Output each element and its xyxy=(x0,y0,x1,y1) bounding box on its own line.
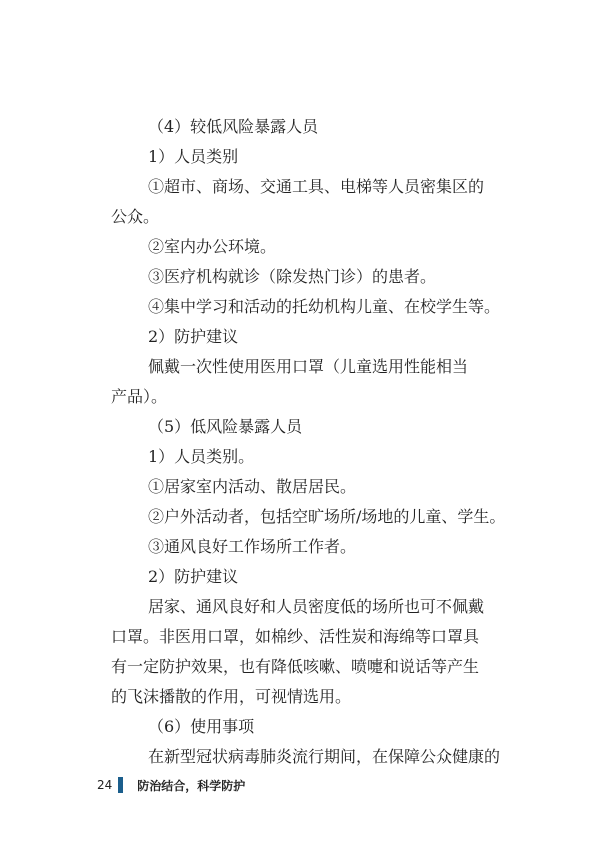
section-heading-5: （5）低风险暴露人员 xyxy=(148,417,303,436)
list-item: ②户外活动者，包括空旷场所/场地的儿童、学生。 xyxy=(148,507,506,526)
paragraph-line: 居家、通风良好和人员密度低的场所也可不佩戴 xyxy=(148,597,485,616)
paragraph-line: 有一定防护效果，也有降低咳嗽、喷嚏和说话等产生 xyxy=(111,657,480,676)
list-item: ②室内办公环境。 xyxy=(148,237,277,256)
list-item: ④集中学习和活动的托幼机构儿童、在校学生等。 xyxy=(148,297,501,316)
paragraph-line: 口罩。非医用口罩，如棉纱、活性炭和海绵等口罩具 xyxy=(111,627,480,646)
section-heading-6: （6）使用事项 xyxy=(148,717,255,736)
paragraph-line: 在新型冠状病毒肺炎流行期间，在保障公众健康的 xyxy=(148,747,501,766)
list-item-continuation: 公众。 xyxy=(111,207,160,226)
footer-title: 防治结合，科学防护 xyxy=(137,778,246,793)
page-number: 24 xyxy=(97,778,113,792)
subheading-category: 1）人员类别。 xyxy=(148,447,255,466)
list-item: ①居家室内活动、散居居民。 xyxy=(148,477,357,496)
section-heading-4: （4）较低风险暴露人员 xyxy=(148,117,319,136)
list-item: ①超市、商场、交通工具、电梯等人员密集区的 xyxy=(148,177,485,196)
subheading-category: 1）人员类别 xyxy=(148,147,239,166)
paragraph-line: 佩戴一次性使用医用口罩（儿童选用性能相当 xyxy=(148,357,469,376)
paragraph-line: 的飞沫播散的作用，可视情选用。 xyxy=(111,687,352,706)
page-footer xyxy=(97,774,245,796)
footer-accent-bar xyxy=(118,777,123,793)
subheading-advice: 2）防护建议 xyxy=(148,567,239,586)
subheading-advice: 2）防护建议 xyxy=(148,327,239,346)
paragraph-line: 产品）。 xyxy=(111,387,168,406)
list-item: ③医疗机构就诊（除发热门诊）的患者。 xyxy=(148,267,437,286)
list-item: ③通风良好工作场所工作者。 xyxy=(148,537,357,556)
